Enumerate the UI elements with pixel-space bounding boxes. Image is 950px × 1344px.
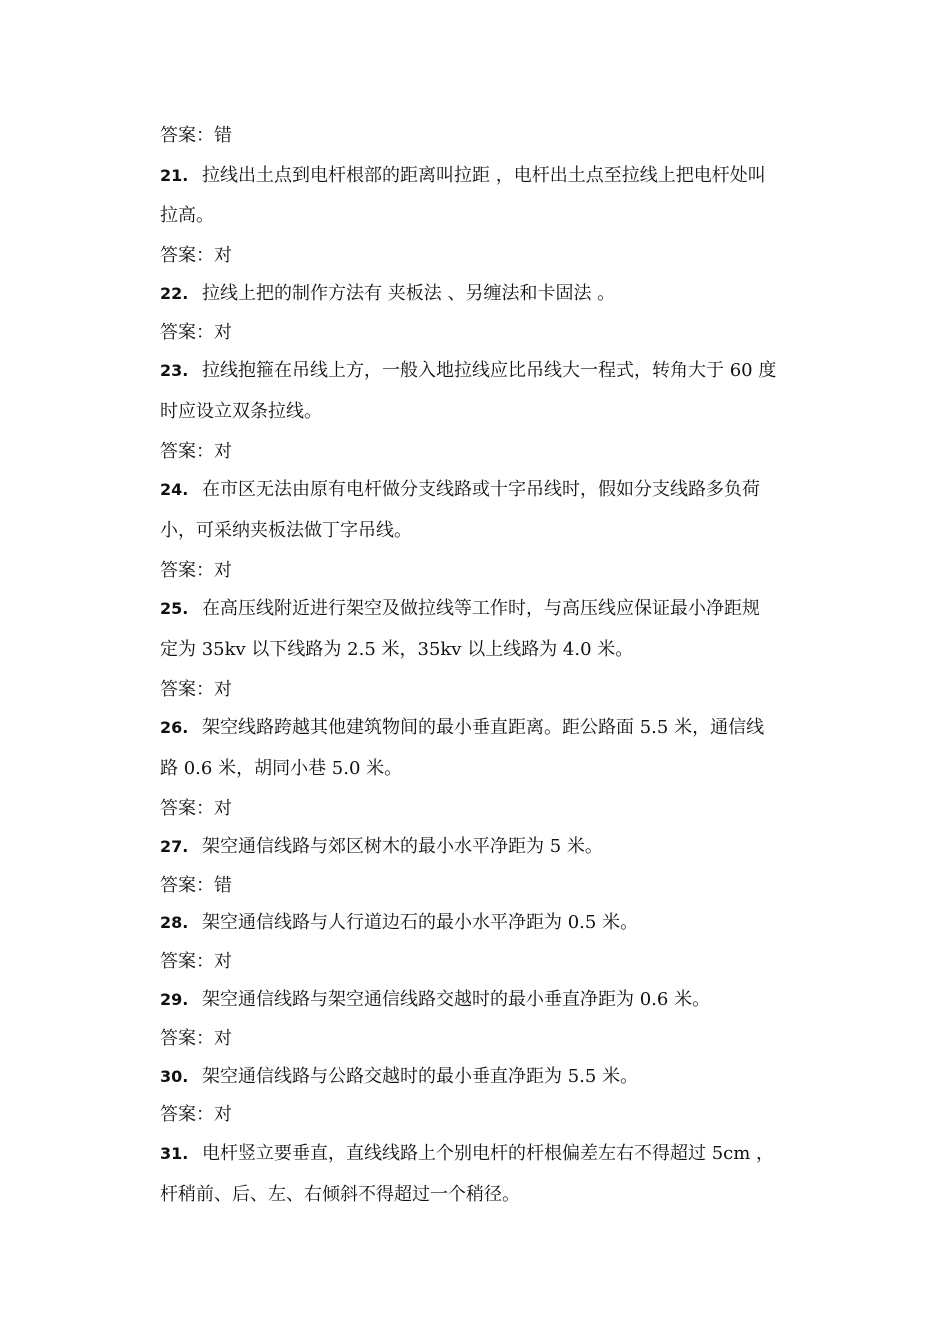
answer-label: 答案： [160,125,214,146]
question-text: 时应设立双条拉线。 [160,401,322,422]
question-text: 架空线路跨越其他建筑物间的最小垂直距离。距公路面 5.5 米，通信线 [202,717,765,738]
answer-value: 对 [214,245,232,266]
question-text: 架空通信线路与架空通信线路交越时的最小垂直净距为 0.6 米。 [202,989,711,1010]
question-22 [160,282,820,306]
question-text: 在市区无法由原有电杆做分支线路或十字吊线时，假如分支线路多负荷 [202,479,760,500]
answer-line [160,124,820,148]
answer-label: 答案： [160,951,214,972]
question-number: 26. [160,718,189,737]
question-text: 架空通信线路与人行道边石的最小水平净距为 0.5 米。 [202,912,639,933]
answer-value: 对 [214,951,232,972]
answer-line [160,797,820,821]
question-number: 22. [160,284,189,303]
question-text: 杆稍前、后、左、右倾斜不得超过一个稍径。 [160,1184,520,1205]
answer-line [160,440,820,464]
question-26-cont [160,757,820,781]
question-number: 29. [160,990,189,1009]
question-26 [160,716,820,740]
question-text: 路 0.6 米，胡同小巷 5.0 米。 [160,758,403,779]
answer-label: 答案： [160,679,214,700]
question-text: 拉线抱箍在吊线上方，一般入地拉线应比吊线大一程式，转角大于 60 度 [202,360,777,381]
question-text: 电杆竖立要垂直，直线线路上个别电杆的杆根偏差左右不得超过 5cm ， [202,1143,775,1164]
question-21 [160,164,820,188]
answer-value: 对 [214,1104,232,1125]
answer-line [160,559,820,583]
question-number: 23. [160,361,189,380]
answer-value: 对 [214,560,232,581]
question-23 [160,359,820,383]
question-30 [160,1065,820,1089]
answer-line [160,321,820,345]
question-text: 架空通信线路与公路交越时的最小垂直净距为 5.5 米。 [202,1066,639,1087]
answer-value: 对 [214,441,232,462]
question-number: 31. [160,1144,189,1163]
answer-label: 答案： [160,322,214,343]
answer-value: 对 [214,679,232,700]
question-text: 定为 35kv 以下线路为 2.5 米，35kv 以上线路为 4.0 米。 [160,639,634,660]
question-number: 28. [160,913,189,932]
question-28 [160,911,820,935]
answer-line [160,1103,820,1127]
answer-value: 对 [214,322,232,343]
answer-line [160,950,820,974]
answer-value: 对 [214,1028,232,1049]
question-text: 拉线上把的制作方法有 夹板法 、另缠法和卡固法 。 [202,283,616,304]
question-number: 30. [160,1067,189,1086]
question-number: 24. [160,480,189,499]
answer-line [160,678,820,702]
answer-label: 答案： [160,560,214,581]
answer-label: 答案： [160,875,214,896]
answer-value: 错 [214,125,232,146]
answer-label: 答案： [160,1104,214,1125]
question-25-cont [160,638,820,662]
question-21-cont [160,204,820,228]
question-number: 25. [160,599,189,618]
answer-label: 答案： [160,441,214,462]
question-25 [160,597,820,621]
question-text: 拉高。 [160,205,214,226]
question-29 [160,988,820,1012]
answer-line [160,874,820,898]
question-27 [160,835,820,859]
answer-label: 答案： [160,245,214,266]
question-23-cont [160,400,820,424]
question-24-cont [160,519,820,543]
answer-label: 答案： [160,1028,214,1049]
question-31 [160,1142,820,1166]
answer-line [160,1027,820,1051]
answer-value: 对 [214,798,232,819]
question-text: 小，可采纳夹板法做丁字吊线。 [160,520,412,541]
question-31-cont [160,1183,820,1207]
question-text: 架空通信线路与郊区树木的最小水平净距为 5 米。 [202,836,603,857]
answer-label: 答案： [160,798,214,819]
question-text: 在高压线附近进行架空及做拉线等工作时，与高压线应保证最小净距规 [202,598,760,619]
question-number: 27. [160,837,189,856]
answer-line [160,244,820,268]
question-text: 拉线出土点到电杆根部的距离叫拉距 ，电杆出土点至拉线上把电杆处叫 [202,165,766,186]
question-24 [160,478,820,502]
answer-value: 错 [214,875,232,896]
question-number: 21. [160,166,189,185]
